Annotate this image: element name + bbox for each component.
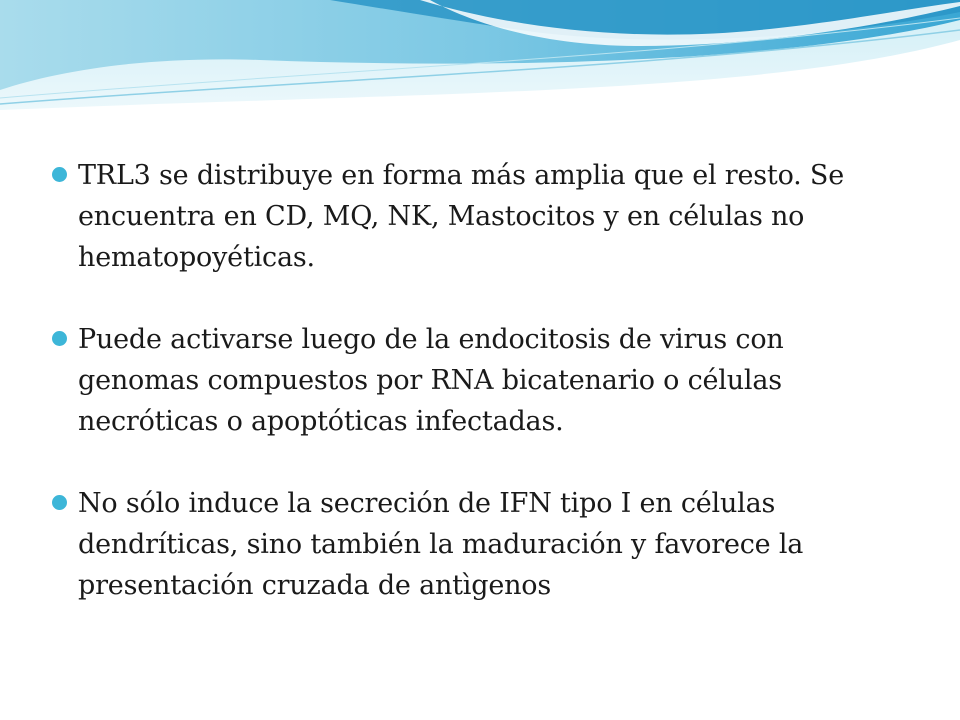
bullet-item bbox=[52, 319, 912, 442]
bullet-dot-icon bbox=[52, 331, 67, 346]
bullet-item bbox=[52, 155, 912, 278]
header-wave-decoration bbox=[0, 0, 960, 120]
bullet-text: Puede activarse luego de la endocitosis de virus con genomas compuestos por RNA bicatenario o células necróticas o apoptóticas infectadas. bbox=[78, 324, 784, 437]
bullet-text: TRL3 se distribuye en forma más amplia que el resto. Se encuentra en CD, MQ, NK, Mastocitos y en células no hematopoyéticas. bbox=[78, 160, 845, 273]
bullet-list bbox=[52, 155, 912, 606]
bullet-text: No sólo induce la secreción de IFN tipo I en células dendríticas, sino también la maduración y favorece la presentación cruzada de antìgenos bbox=[78, 488, 804, 601]
bullet-dot-icon bbox=[52, 167, 67, 182]
bullet-item bbox=[52, 483, 912, 606]
slide-content bbox=[52, 155, 912, 606]
bullet-dot-icon bbox=[52, 495, 67, 510]
